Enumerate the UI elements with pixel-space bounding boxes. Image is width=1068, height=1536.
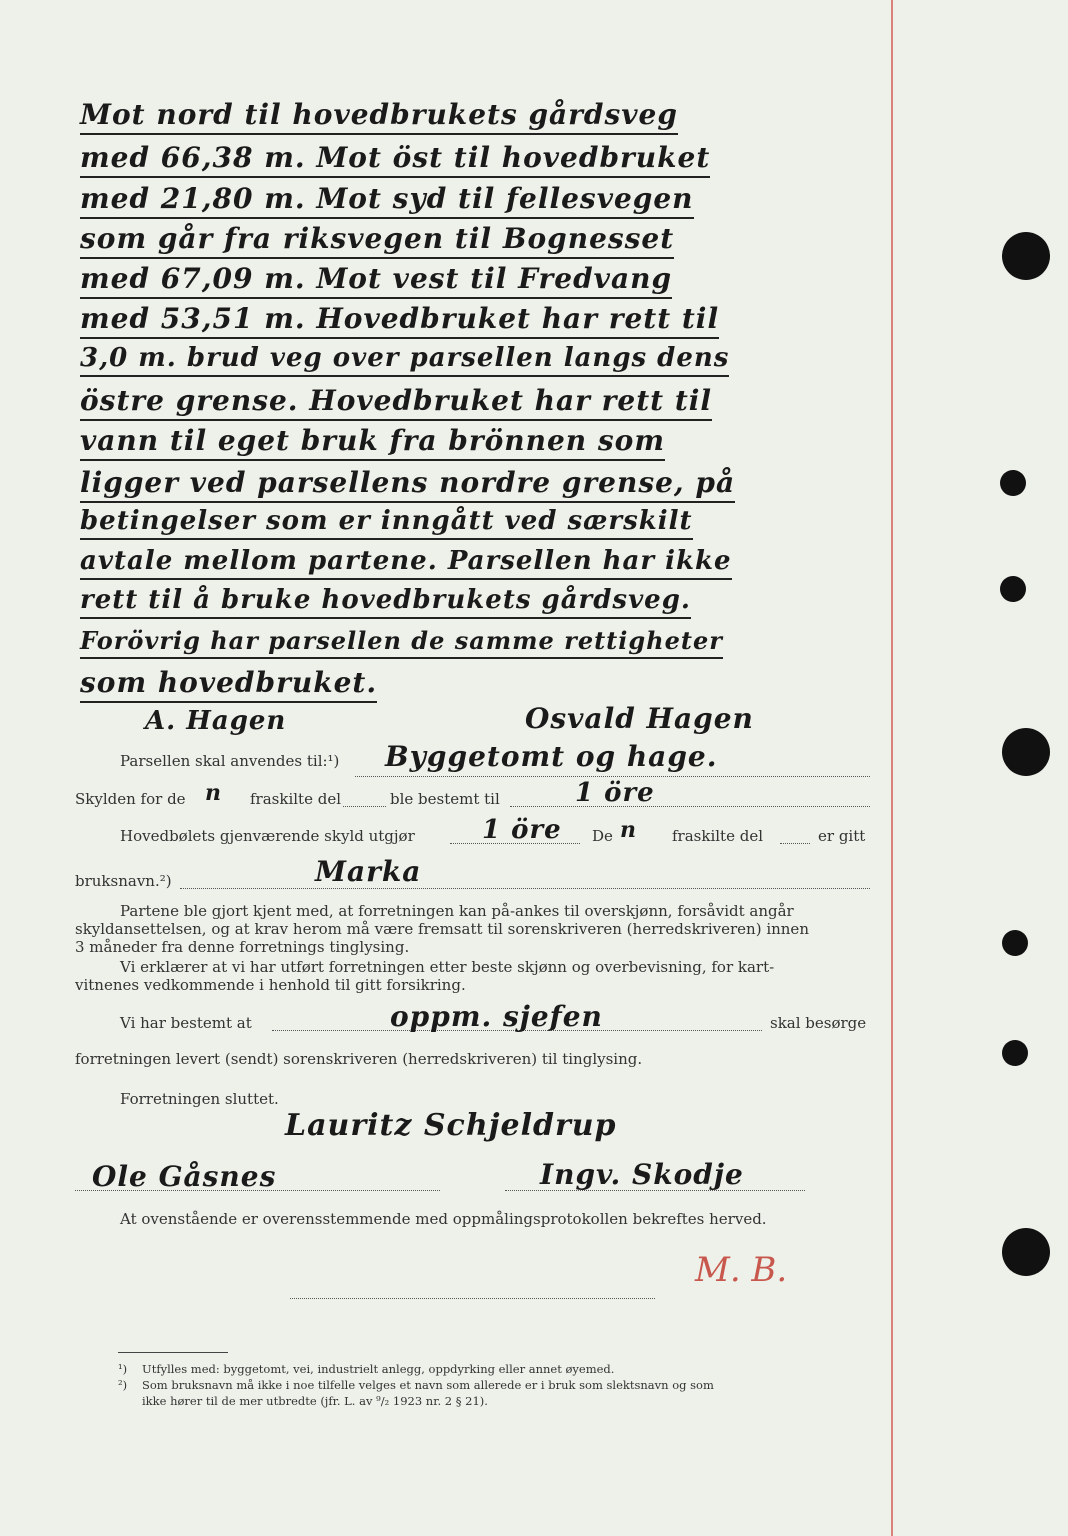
dotted-line	[343, 806, 386, 807]
remaining-value: 1 öre	[482, 815, 562, 845]
skyld-mid: fraskilte del	[250, 790, 341, 808]
handwritten-line: östre grense. Hovedbruket har rett til	[80, 384, 713, 417]
handwritten-line: ligger ved parsellens nordre grense, på	[80, 466, 736, 499]
bruksnavn-value: Marka	[315, 855, 422, 888]
footnote-text: Utfylles med: byggetomt, vei, industrielt anlegg, oppdyrking eller annet øyemed.	[142, 1362, 615, 1376]
handwritten-line: Mot nord til hovedbrukets gårdsveg	[80, 98, 678, 131]
use-label: Parsellen skal anvendes til:¹)	[120, 752, 340, 770]
handwritten-line: med 66,38 m. Mot öst til hovedbruket	[80, 141, 711, 174]
footnote-mark: ¹)	[118, 1362, 128, 1376]
paragraph-line: Vi erklærer at vi har utført forretningen etter beste skjønn og overbevisning, for kart-	[120, 958, 775, 976]
skyld-after: ble bestemt til	[390, 790, 500, 808]
paragraph-line: vitnenes vedkommende i henhold til gitt forsikring.	[75, 976, 466, 994]
punch-hole-icon	[1002, 1228, 1050, 1276]
paragraph-line: skyldansettelsen, og at krav herom må være fremsatt til sorenskriveren (herredskriveren) innen	[75, 920, 809, 938]
handwritten-line: Forövrig har parsellen de samme rettigheter	[80, 626, 723, 655]
handwritten-line: som går fra riksvegen til Bognesset	[80, 222, 675, 255]
footnote-text: Som bruksnavn må ikke i noe tilfelle velges et navn som allerede er i bruk som slektsnavn og som	[142, 1378, 714, 1392]
skyld-prefix: Skylden for de	[75, 790, 186, 808]
fraskilte-label: fraskilte del	[672, 827, 763, 845]
signature-ole-gasnes: Ole Gåsnes	[92, 1160, 277, 1193]
handwritten-line: som hovedbruket.	[80, 666, 378, 699]
punch-hole-icon	[1002, 232, 1050, 280]
bestemt-value: oppm. sjefen	[390, 1000, 603, 1033]
punch-hole-icon	[1000, 470, 1026, 496]
handwritten-line: 3,0 m. brud veg over parsellen langs dens	[80, 343, 730, 373]
handwritten-line: med 67,09 m. Mot vest til Fredvang	[80, 262, 673, 295]
red-margin-line	[891, 0, 893, 1536]
bruksnavn-label: bruksnavn.²)	[75, 872, 172, 890]
signature-ingv-skodje: Ingv. Skodje	[540, 1158, 744, 1191]
er-gitt-label: er gitt	[818, 827, 866, 845]
dotted-line	[505, 1190, 805, 1191]
signature-a-hagen: A. Hagen	[145, 706, 287, 736]
de-label: De	[592, 827, 613, 845]
footnote-text: ikke hører til de mer utbredte (jfr. L. av ⁹/₂ 1923 nr. 2 § 21).	[142, 1394, 488, 1408]
initials-mark: M. B.	[695, 1250, 788, 1290]
use-value: Byggetomt og hage.	[385, 740, 718, 773]
levert-line: forretningen levert (sendt) sorenskriveren (herredskriveren) til tinglysing.	[75, 1050, 643, 1068]
dotted-line	[510, 806, 870, 807]
handwritten-line: med 21,80 m. Mot syd til fellesvegen	[80, 182, 694, 215]
signature-osvald-hagen: Osvald Hagen	[525, 702, 754, 735]
besorge-label: skal besørge	[770, 1014, 867, 1032]
footnote-rule	[118, 1352, 228, 1353]
handwritten-line: betingelser som er inngått ved særskilt	[80, 506, 693, 536]
paragraph-line: 3 måneder fra denne forretnings tinglysing.	[75, 938, 410, 956]
paragraph-line: Partene ble gjort kjent med, at forretningen kan på-ankes til overskjønn, forsåvidt angår	[120, 902, 794, 920]
punch-hole-icon	[1000, 576, 1026, 602]
bestemt-label: Vi har bestemt at	[120, 1014, 252, 1032]
remaining-label: Hovedbølets gjenværende skyld utgjør	[120, 827, 415, 845]
handwritten-line: avtale mellom partene. Parsellen har ikke	[80, 546, 732, 576]
sluttet-text: Forretningen sluttet.	[120, 1090, 279, 1108]
punch-hole-icon	[1002, 1040, 1028, 1066]
de-hand: n	[620, 817, 637, 843]
dotted-line	[355, 776, 870, 777]
punch-hole-icon	[1002, 930, 1028, 956]
handwritten-line: rett til å bruke hovedbrukets gårdsveg.	[80, 585, 691, 615]
footnote-mark: ²)	[118, 1378, 128, 1392]
dotted-line	[290, 1298, 655, 1299]
certification-text: At ovenstående er overensstemmende med oppmålingsprotokollen bekreftes herved.	[120, 1210, 767, 1228]
dotted-line	[780, 843, 810, 844]
dotted-line	[75, 1190, 440, 1191]
signature-lauritz-schjeldrup: Lauritz Schjeldrup	[285, 1108, 617, 1143]
skyld-value: 1 öre	[575, 778, 655, 808]
skyld-hand: n	[205, 780, 222, 806]
handwritten-line: med 53,51 m. Hovedbruket har rett til	[80, 302, 720, 335]
punch-hole-icon	[1002, 728, 1050, 776]
handwritten-line: vann til eget bruk fra brönnen som	[80, 424, 665, 457]
dotted-line	[180, 888, 870, 889]
